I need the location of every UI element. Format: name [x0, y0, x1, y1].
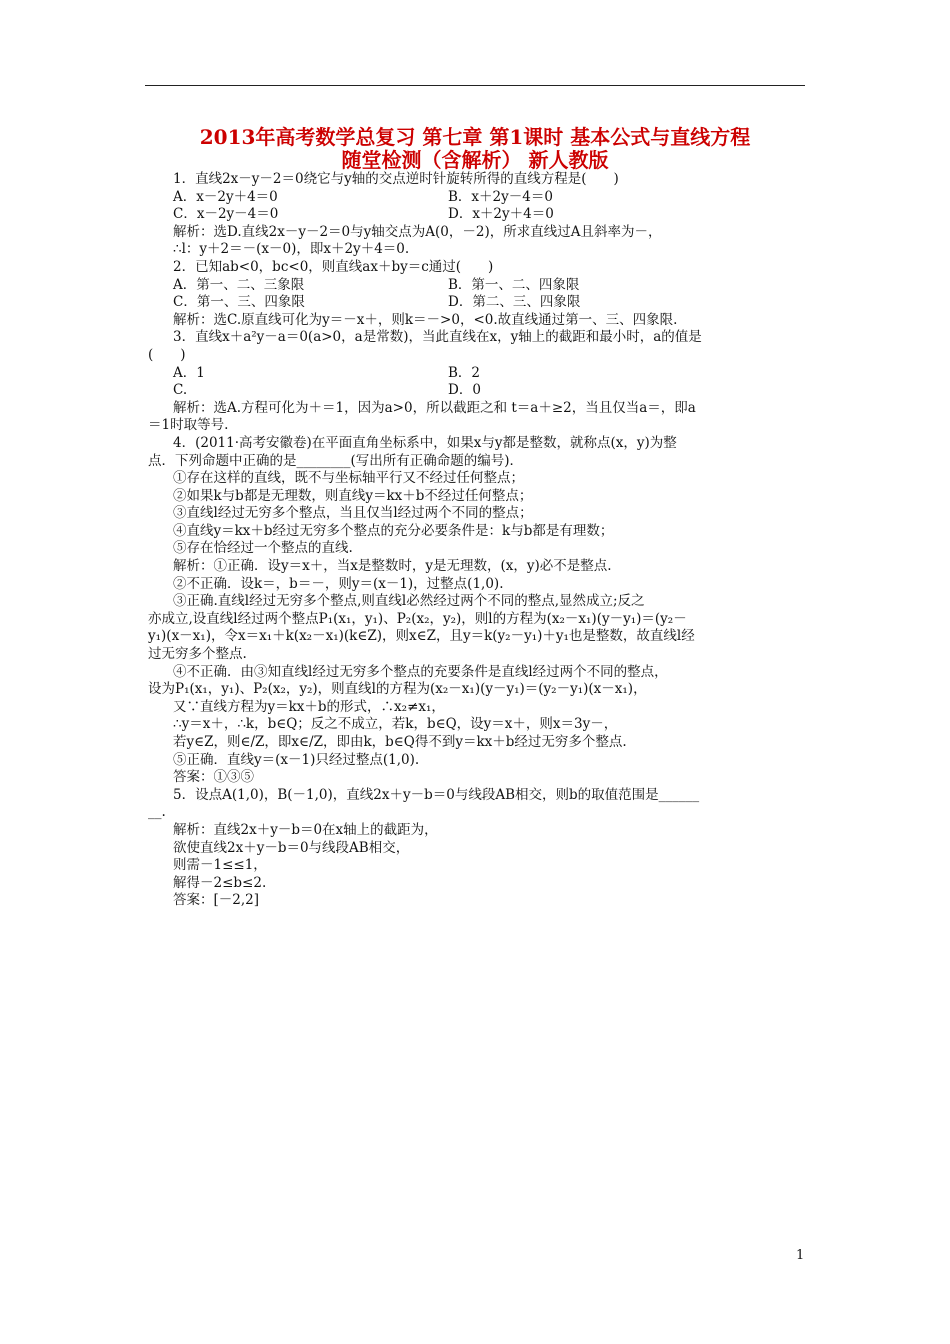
q4-solution-line4: 亦成立,设直线l经过两个整点P₁(x₁，y₁)、P₂(x₂，y₂)，则l的方程为(x₂－x₁)(y－y₁)＝(y₂－ — [148, 610, 687, 627]
q2-stem: 2．已知ab<0，bc<0，则直线ax＋by＝c通过( ) — [173, 258, 494, 275]
q1-option-c: C．x－2y－4＝0 — [173, 206, 279, 223]
q4-solution-line8: 设为P₁(x₁，y₁)、P₂(x₂，y₂)，则直线l的方程为(x₂－x₁)(y－y₁)＝(y₂－y₁)(x－x₁)， — [148, 681, 647, 698]
q4-solution-line3: ③正确.直线l经过无穷多个整点,则直线l必然经过两个不同的整点,显然成立;反之 — [173, 593, 645, 610]
q3-options-row1 — [148, 365, 808, 383]
q1-solution-line1: 解析：选D.直线2x－y－2＝0与y轴交点为A(0，－2)，所求直线过A且斜率为－， — [173, 223, 662, 240]
q3-stem-line1: 3．直线x＋a²y－a＝0(a>0，a是常数)，当此直线在x，y轴上的截距和最小时，a的值是 — [173, 329, 702, 346]
q4-answer: 答案：①③⑤ — [173, 769, 254, 786]
page-number: 1 — [796, 1248, 805, 1263]
q3-stem-line2: ( ) — [148, 346, 186, 363]
q2-options-row2 — [148, 294, 808, 312]
q1-option-d: D．x＋2y＋4＝0 — [448, 206, 554, 223]
q2-solution: 解析：选C.原直线可化为y＝－x＋，则k＝－>0，<0.故直线通过第一、三、四象限. — [173, 311, 678, 328]
q4-stem-line1: 4．(2011·高考安徽卷)在平面直角坐标系中，如果x与y都是整数，就称点(x，y)为整 — [173, 434, 677, 451]
q4-solution-line9: 又∵直线方程为y＝kx＋b的形式，∴x₂≠x₁， — [173, 698, 445, 715]
q4-solution-line6: 过无穷多个整点. — [148, 646, 247, 663]
document-title-line2: 随堂检测（含解析） 新人教版 — [341, 148, 609, 172]
q2-option-d: D．第二、三、四象限 — [448, 294, 581, 311]
q4-item-3: ③直线l经过无穷多个整点，当且仅当l经过两个不同的整点； — [173, 505, 533, 522]
q4-solution-line12: ⑤正确．直线y＝(x－1)只经过整点(1,0). — [173, 751, 420, 768]
q2-options-row1 — [148, 277, 808, 295]
q5-answer: 答案：[－2,2] — [173, 892, 260, 909]
q5-solution-line1: 解析：直线2x＋y－b＝0在x轴上的截距为， — [173, 821, 438, 838]
q2-option-c: C．第一、三、四象限 — [173, 294, 305, 311]
q2-option-b: B．第一、二、四象限 — [448, 276, 580, 293]
q1-option-b: B．x＋2y－4＝0 — [448, 188, 553, 205]
document-body — [148, 171, 808, 910]
q3-solution-line2: ＝1时取等号. — [148, 417, 229, 434]
q4-solution-line11: 若y∈Z，则∈/Z，即x∈/Z，即由k，b∈Q得不到y＝kx＋b经过无穷多个整点. — [173, 734, 627, 750]
q4-solution-line1: 解析：①正确．设y＝x＋，当x是整数时，y是无理数，(x，y)必不是整点. — [173, 558, 612, 575]
q5-solution-line2: 欲使直线2x＋y－b＝0与线段AB相交， — [173, 839, 410, 856]
q4-item-5: ⑤存在恰经过一个整点的直线. — [173, 540, 353, 557]
q3-option-a: A．1 — [173, 364, 205, 381]
q2-option-a: A．第一、二、三象限 — [173, 276, 305, 293]
q3-option-d: D．0 — [448, 382, 481, 399]
q4-solution-line7: ④不正确．由③知直线l经过无穷多个整点的充要条件是直线l经过两个不同的整点， — [173, 663, 668, 680]
q4-item-1: ①存在这样的直线，既不与坐标轴平行又不经过任何整点； — [173, 470, 524, 487]
q5-stem-line1: 5．设点A(1,0)，B(－1,0)，直线2x＋y－b＝0与线段AB相交，则b的取值范围是______ — [173, 786, 700, 803]
q5-solution-line3: 则需－1≤≤1， — [173, 857, 267, 874]
q1-option-a: A．x－2y＋4＝0 — [173, 188, 278, 205]
q1-solution-line2: ∴l：y＋2＝－(x－0)，即x＋2y＋4＝0. — [173, 241, 410, 258]
q3-options-row2 — [148, 382, 808, 400]
q1-options-row1 — [148, 189, 808, 207]
q5-solution-line4: 解得－2≤b≤2. — [173, 874, 267, 891]
q4-solution-line2: ②不正确．设k＝，b＝－，则y＝(x－1)，过整点(1,0). — [173, 575, 504, 592]
q4-item-2: ②如果k与b都是无理数，则直线y＝kx＋b不经过任何整点； — [173, 487, 533, 504]
q4-item-4: ④直线y＝kx＋b经过无穷多个整点的充分必要条件是：k与b都是有理数； — [173, 522, 614, 539]
q1-options-row2 — [148, 206, 808, 224]
q1-stem: 1．直线2x－y－2＝0绕它与y轴的交点逆时针旋转所得的直线方程是( ) — [173, 171, 619, 187]
q4-solution-line10: ∴y＝x＋，∴k，b∈Q；反之不成立，若k，b∈Q，设y＝x＋，则x＝3y－， — [173, 716, 618, 733]
q3-option-b: B．2 — [448, 364, 481, 381]
document-title-line1: 2013年高考数学总复习 第七章 第1课时 基本公式与直线方程 — [199, 125, 751, 149]
q4-stem-line2: 点．下列命题中正确的是________(写出所有正确命题的编号)． — [148, 452, 524, 469]
q3-solution-line1: 解析：选A.方程可化为＋＝1，因为a>0，所以截距之和 t＝a＋≥2，当且仅当a＝，即a — [173, 399, 696, 416]
q5-stem-line2: __. — [148, 804, 166, 821]
header-rule — [145, 85, 805, 86]
q3-option-c: C. — [173, 382, 188, 399]
q4-solution-line5: y₁)(x－x₁)，令x＝x₁＋k(x₂－x₁)(k∈Z)，则x∈Z，且y＝k(y₂－y₁)＋y₁也是整数，故直线l经 — [148, 628, 695, 645]
